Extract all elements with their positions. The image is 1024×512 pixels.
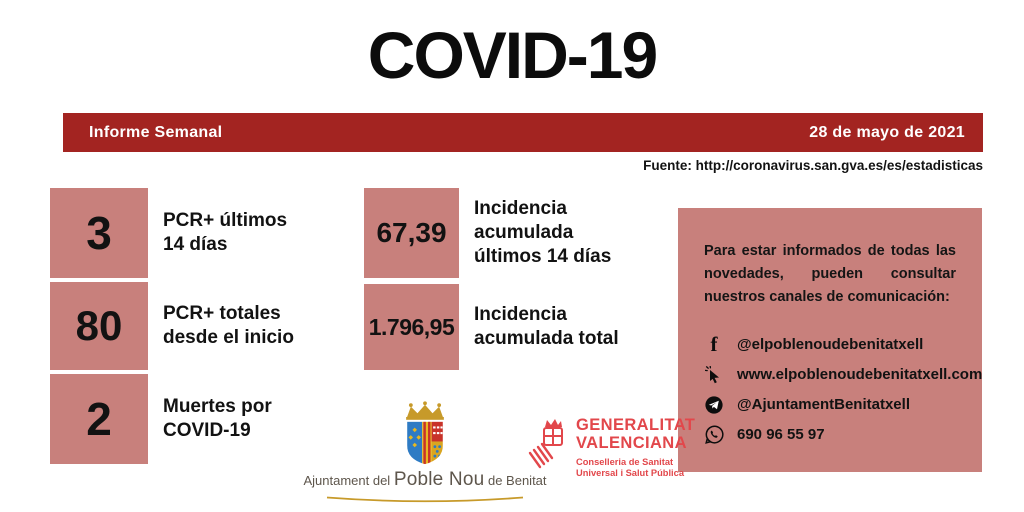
channel-row-website	[704, 364, 983, 386]
ajuntament-crest-icon	[396, 400, 454, 466]
generalitat-logo	[527, 417, 695, 479]
channel-row-whatsapp	[704, 424, 956, 446]
ajuntament-text-suffix: de Benitat	[487, 473, 547, 488]
report-banner	[63, 113, 983, 152]
stat-value-pcr-total: 80	[50, 282, 148, 370]
generalitat-line1: GENERALITAT	[576, 416, 696, 434]
stat-label-deaths: Muertes por COVID-19	[163, 396, 272, 441]
facebook-handle[interactable]: @elpoblenoudebenitatxell	[737, 336, 924, 354]
generalitat-line2: VALENCIANA	[576, 433, 687, 452]
banner-date: 28 de mayo de 2021	[809, 123, 965, 141]
stat-label-incidence-total: Incidencia acumulada total	[474, 304, 619, 349]
ajuntament-logo	[300, 400, 550, 509]
telegram-handle[interactable]: @AjuntamentBenitatxell	[737, 396, 910, 414]
facebook-icon: f	[710, 332, 718, 357]
generalitat-sub2: Universal i Salut Pública	[576, 467, 684, 478]
ajuntament-swoosh	[325, 496, 525, 504]
channel-list	[704, 332, 983, 446]
generalitat-emblem-icon	[527, 417, 569, 475]
contact-card	[678, 208, 982, 472]
stat-label-pcr-14days: PCR+ últimos 14 días	[163, 210, 288, 255]
stat-label-incidence-14days: Incidencia acumulada últimos 14 días	[474, 198, 612, 267]
stat-value-deaths: 2	[50, 374, 148, 464]
stat-label-pcr-total: PCR+ totales desde el inicio	[163, 303, 294, 348]
stat-value-incidence-total: 1.796,95	[364, 284, 459, 370]
whatsapp-icon	[704, 425, 724, 444]
ajuntament-logo-text	[300, 469, 550, 491]
ajuntament-text-name: Poble Nou	[393, 469, 485, 490]
stat-value-pcr-14days: 3	[50, 188, 148, 278]
generalitat-sub1: Conselleria de Sanitat	[576, 456, 674, 467]
page-title: COVID-19	[367, 18, 657, 92]
ajuntament-text-prefix: Ajuntament del	[303, 473, 391, 488]
banner-report-type: Informe Semanal	[89, 123, 223, 141]
stat-value-incidence-14days: 67,39	[364, 188, 459, 278]
channel-row-facebook	[704, 334, 956, 356]
whatsapp-number[interactable]: 690 96 55 97	[737, 426, 825, 444]
website-url[interactable]: www.elpoblenoudebenitatxell.com	[737, 366, 983, 384]
contact-intro: Para estar informados de todas las novedades, pueden consultar nuestros canales de comunicación:	[704, 243, 956, 306]
generalitat-logo-text	[576, 417, 695, 479]
channel-row-telegram	[704, 394, 956, 416]
telegram-icon	[704, 396, 724, 414]
source-link[interactable]: Fuente: http://coronavirus.san.gva.es/es/estadisticas	[643, 158, 983, 173]
cursor-icon	[704, 366, 724, 384]
